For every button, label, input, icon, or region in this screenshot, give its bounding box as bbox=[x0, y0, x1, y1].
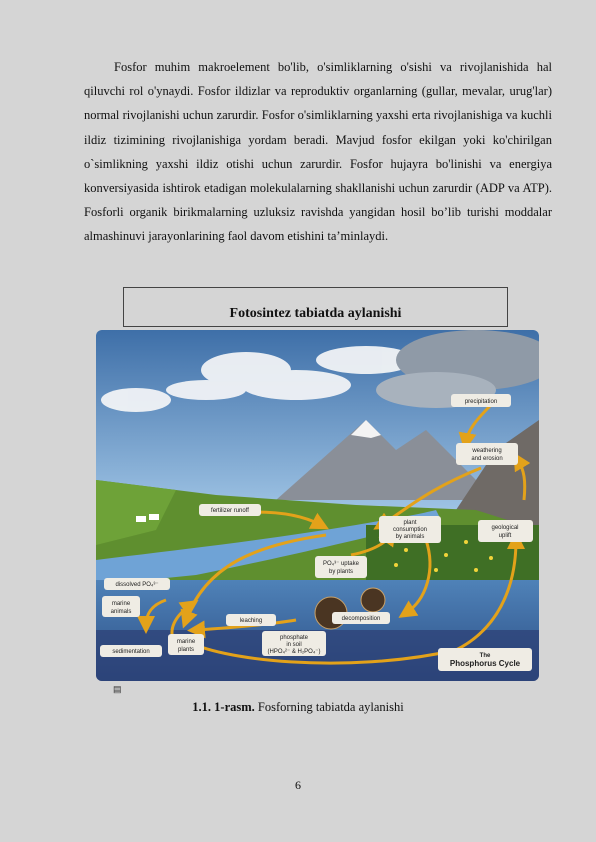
label-uptake bbox=[315, 556, 367, 578]
figure-caption bbox=[0, 700, 596, 715]
svg-text:sedimentation: sedimentation bbox=[112, 649, 150, 655]
label-cycle-title bbox=[438, 648, 532, 671]
phosphorus-cycle-figure bbox=[96, 330, 539, 681]
svg-text:geological: geological bbox=[491, 525, 519, 531]
svg-text:decomposition: decomposition bbox=[341, 616, 381, 622]
svg-text:fertilizer runoff: fertilizer runoff bbox=[211, 508, 249, 514]
label-marine-plants bbox=[168, 634, 204, 655]
page-number: 6 bbox=[295, 778, 301, 792]
svg-text:in soil: in soil bbox=[286, 642, 302, 648]
label-plant-consumption bbox=[379, 516, 441, 543]
label-marine-animals bbox=[102, 596, 140, 617]
svg-text:by animals: by animals bbox=[395, 534, 425, 540]
svg-text:weathering: weathering bbox=[472, 448, 502, 454]
svg-text:and erosion: and erosion bbox=[471, 456, 503, 462]
svg-text:marine: marine bbox=[176, 639, 196, 645]
label-fertilizer-runoff bbox=[199, 504, 261, 516]
caption-prefix: 1.1. 1-rasm. bbox=[192, 700, 255, 714]
svg-text:plant: plant bbox=[403, 520, 417, 526]
svg-text:marine: marine bbox=[111, 601, 131, 607]
caption-text: Fosforning tabiatda aylanishi bbox=[254, 700, 404, 714]
svg-text:Phosphorus Cycle: Phosphorus Cycle bbox=[449, 659, 521, 668]
label-decomposition bbox=[332, 612, 390, 624]
section-title-box: Fotosintez tabiatda aylanishi bbox=[123, 287, 508, 327]
label-sedimentation bbox=[100, 645, 162, 657]
label-phosphate bbox=[262, 631, 326, 656]
svg-text:plants: plants bbox=[177, 647, 195, 653]
decomposition-circle-2 bbox=[361, 588, 385, 612]
label-precipitation bbox=[451, 394, 511, 407]
svg-text:(HPO₄²⁻ & H₂PO₄⁻): (HPO₄²⁻ & H₂PO₄⁻) bbox=[267, 649, 321, 655]
svg-text:dissolved PO₄³⁻: dissolved PO₄³⁻ bbox=[115, 582, 159, 588]
svg-text:PO₄³⁻ uptake: PO₄³⁻ uptake bbox=[323, 561, 359, 567]
svg-text:The: The bbox=[479, 653, 491, 659]
image-anchor-icon: ▤ bbox=[113, 684, 122, 694]
svg-text:by plants: by plants bbox=[328, 569, 354, 575]
svg-text:leaching: leaching bbox=[239, 618, 263, 624]
body-paragraph: Fosfor muhim makroelement bo'lib, o'simliklarning o'sishi va rivojlanishida hal qiluvchi rol o'ynaydi. Fosfor ildizlar va reproduktiv organlarning (gullar, mevalar, urug'lar) normal rivojlanishi uchun zarurdir. Fosfor o'simliklarning yaxshi erta rivojlanishiga va kuchli ildiz tizimining rivojlanishiga yordam beradi. Mavjud fosfor ekilgan yoki ko'chirilgan o`simlikning yaxshi ildiz otishi uchun zarurdir. Fosfor hujayra bo'linishi va energiya konversiyasida ishtirok etadigan molekulalarning shakllanishi uchun zarurdir (ADP va ATP). Fosforli organik birikmalarning uzluksiz ravishda yangidan hosil bo’lib turishi moddalar almashinuvi jarayonlarining faol davom etishini ta’minlaydi. bbox=[84, 60, 552, 244]
svg-text:uplift: uplift bbox=[498, 533, 512, 539]
svg-text:consumption: consumption bbox=[392, 527, 428, 533]
label-dissolved bbox=[104, 578, 170, 590]
svg-text:animals: animals bbox=[110, 609, 132, 615]
svg-text:precipitation: precipitation bbox=[464, 399, 498, 405]
label-geological-uplift bbox=[478, 520, 533, 542]
svg-text:phosphate: phosphate bbox=[279, 635, 309, 641]
label-weathering bbox=[456, 443, 518, 465]
label-leaching bbox=[226, 614, 276, 626]
